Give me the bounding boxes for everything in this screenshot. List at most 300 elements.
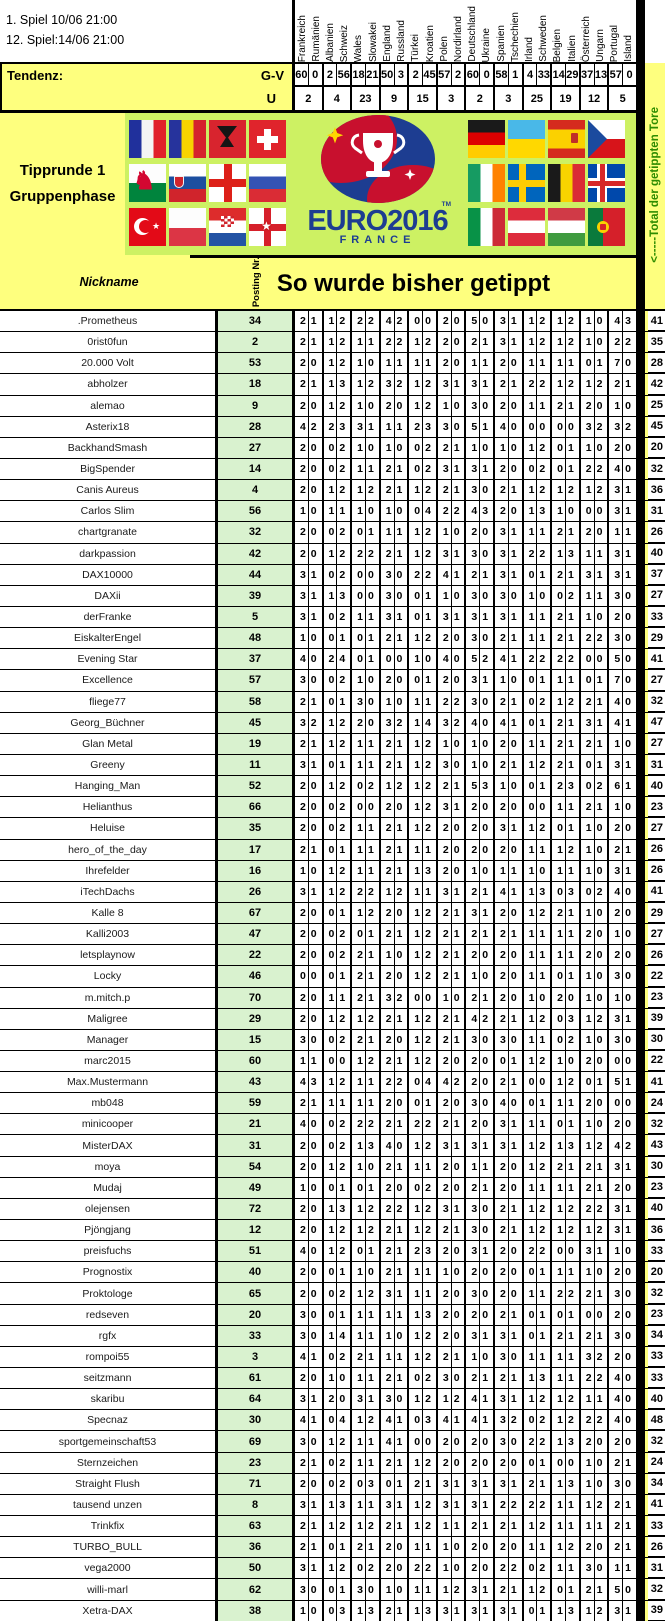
tip-home-cell[interactable]: 2 — [352, 1030, 366, 1050]
tip-home-cell[interactable]: 2 — [324, 417, 338, 437]
tip-away-cell[interactable]: 0 — [625, 1583, 631, 1596]
tip-away-cell[interactable]: 1 — [339, 505, 346, 518]
tip-home-cell[interactable]: 2 — [552, 1283, 566, 1303]
posting-number-cell[interactable]: 40 — [218, 1262, 295, 1282]
nickname-cell[interactable]: Kalli2003 — [0, 924, 218, 944]
tip-away-cell[interactable]: 2 — [339, 1520, 346, 1533]
tip-away-cell[interactable]: 2 — [425, 949, 431, 962]
posting-number-cell[interactable]: 69 — [218, 1431, 295, 1451]
total-cell[interactable]: 23 — [648, 988, 665, 1008]
tip-home-cell[interactable]: 2 — [295, 396, 309, 416]
tip-home-cell[interactable]: 0 — [352, 1474, 366, 1494]
tip-away-cell[interactable]: 1 — [367, 653, 374, 666]
tip-away-cell[interactable]: 0 — [310, 1139, 317, 1152]
tip-away-cell[interactable]: 0 — [510, 589, 517, 602]
tip-home-cell[interactable]: 2 — [381, 1199, 395, 1219]
tip-away-cell[interactable]: 1 — [510, 526, 517, 539]
tip-away-cell[interactable]: 1 — [510, 1054, 517, 1067]
tip-away-cell[interactable]: 0 — [625, 1329, 631, 1342]
tip-away-cell[interactable]: 1 — [396, 737, 403, 750]
tip-home-cell[interactable]: 4 — [381, 1410, 395, 1430]
tip-away-cell[interactable]: 1 — [482, 1583, 489, 1596]
tip-home-cell[interactable]: 2 — [524, 1495, 538, 1515]
tip-home-cell[interactable]: 1 — [581, 544, 595, 564]
tip-away-cell[interactable]: 2 — [396, 780, 403, 793]
tip-away-cell[interactable]: 1 — [510, 632, 517, 645]
tip-away-cell[interactable]: 2 — [425, 1562, 431, 1575]
tip-away-cell[interactable]: 0 — [453, 526, 460, 539]
tip-home-cell[interactable]: 2 — [295, 374, 309, 394]
tip-away-cell[interactable]: 0 — [482, 737, 489, 750]
tip-home-cell[interactable]: 1 — [495, 438, 509, 458]
tip-away-cell[interactable]: 0 — [625, 1477, 631, 1490]
tip-away-cell[interactable]: 1 — [568, 1266, 574, 1279]
tip-home-cell[interactable]: 0 — [409, 586, 423, 606]
tip-away-cell[interactable]: 2 — [568, 378, 574, 391]
tip-home-cell[interactable]: 2 — [524, 1431, 538, 1451]
tip-away-cell[interactable]: 0 — [625, 589, 631, 602]
tip-home-cell[interactable]: 1 — [524, 1368, 538, 1388]
tip-home-cell[interactable]: 4 — [295, 417, 309, 437]
tip-away-cell[interactable]: 0 — [539, 864, 546, 877]
tip-home-cell[interactable]: 2 — [409, 565, 423, 585]
tip-away-cell[interactable]: 1 — [396, 1308, 403, 1321]
tip-home-cell[interactable]: 0 — [352, 797, 366, 817]
tip-home-cell[interactable]: 1 — [352, 1157, 366, 1177]
total-cell[interactable]: 41 — [648, 311, 665, 331]
tip-home-cell[interactable]: 2 — [609, 1431, 623, 1451]
tip-home-cell[interactable]: 1 — [466, 1347, 480, 1367]
posting-number-cell[interactable]: 70 — [218, 988, 295, 1008]
tip-away-cell[interactable]: 1 — [310, 695, 317, 708]
tip-home-cell[interactable]: 1 — [438, 586, 452, 606]
posting-number-cell[interactable]: 56 — [218, 501, 295, 521]
tip-away-cell[interactable]: 2 — [453, 716, 460, 729]
tip-away-cell[interactable]: 0 — [510, 737, 517, 750]
tip-away-cell[interactable]: 2 — [339, 568, 346, 581]
tip-home-cell[interactable]: 0 — [552, 1579, 566, 1599]
tip-away-cell[interactable]: 0 — [310, 526, 317, 539]
tip-away-cell[interactable]: 2 — [339, 780, 346, 793]
tip-home-cell[interactable]: 2 — [352, 713, 366, 733]
tip-home-cell[interactable]: 3 — [581, 565, 595, 585]
tip-away-cell[interactable]: 0 — [310, 1604, 317, 1617]
tip-home-cell[interactable]: 2 — [495, 797, 509, 817]
tip-home-cell[interactable]: 3 — [295, 1326, 309, 1346]
posting-number-cell[interactable]: 50 — [218, 1558, 295, 1578]
tip-away-cell[interactable]: 1 — [539, 1287, 546, 1300]
tip-home-cell[interactable]: 1 — [409, 374, 423, 394]
tip-away-cell[interactable]: 1 — [367, 991, 374, 1004]
tip-home-cell[interactable]: 2 — [581, 1283, 595, 1303]
tip-home-cell[interactable]: 2 — [409, 417, 423, 437]
total-cell[interactable]: 23 — [648, 797, 665, 817]
total-cell[interactable]: 40 — [648, 1199, 665, 1219]
tip-home-cell[interactable]: 2 — [495, 353, 509, 373]
tip-away-cell[interactable]: 2 — [339, 336, 346, 349]
tip-away-cell[interactable]: 2 — [539, 1245, 546, 1258]
tip-home-cell[interactable]: 2 — [495, 1199, 509, 1219]
tip-home-cell[interactable]: 3 — [609, 480, 623, 500]
nickname-cell[interactable]: sportgemeinschaft53 — [0, 1431, 218, 1451]
tip-away-cell[interactable]: 1 — [425, 1541, 431, 1554]
tip-home-cell[interactable]: 1 — [524, 1516, 538, 1536]
tip-home-cell[interactable]: 5 — [466, 776, 480, 796]
tip-away-cell[interactable]: 0 — [510, 949, 517, 962]
nickname-cell[interactable]: 0rist0fun — [0, 332, 218, 352]
tip-home-cell[interactable]: 1 — [524, 501, 538, 521]
tip-away-cell[interactable]: 2 — [339, 928, 346, 941]
tip-away-cell[interactable]: 0 — [510, 970, 517, 983]
tip-home-cell[interactable]: 1 — [352, 1199, 366, 1219]
tip-away-cell[interactable]: 2 — [425, 1012, 431, 1025]
tip-home-cell[interactable]: 1 — [409, 1326, 423, 1346]
tip-home-cell[interactable]: 1 — [552, 1135, 566, 1155]
tip-away-cell[interactable]: 2 — [367, 1054, 374, 1067]
tip-away-cell[interactable]: 1 — [453, 907, 460, 919]
tip-home-cell[interactable]: 1 — [609, 797, 623, 817]
tip-away-cell[interactable]: 0 — [625, 1435, 631, 1448]
tip-away-cell[interactable]: 2 — [568, 1393, 574, 1406]
tip-home-cell[interactable]: 0 — [352, 924, 366, 944]
tip-home-cell[interactable]: 3 — [609, 1601, 623, 1621]
tip-away-cell[interactable]: 3 — [367, 1139, 374, 1152]
tip-home-cell[interactable]: 2 — [466, 332, 480, 352]
tip-away-cell[interactable]: 2 — [539, 1414, 546, 1427]
tip-away-cell[interactable]: 1 — [482, 463, 489, 476]
tip-home-cell[interactable]: 3 — [381, 1283, 395, 1303]
tip-home-cell[interactable]: 2 — [552, 755, 566, 775]
tip-away-cell[interactable]: 0 — [625, 822, 631, 835]
tip-away-cell[interactable]: 1 — [396, 864, 403, 877]
gv-away-cell[interactable]: 21 — [366, 68, 379, 81]
tip-home-cell[interactable]: 2 — [495, 1262, 509, 1282]
tip-away-cell[interactable]: 0 — [453, 1266, 460, 1279]
tip-away-cell[interactable]: 1 — [510, 1308, 517, 1321]
posting-number-cell[interactable]: 59 — [218, 1093, 295, 1113]
tip-away-cell[interactable]: 2 — [568, 1202, 574, 1215]
tip-away-cell[interactable]: 0 — [367, 695, 374, 708]
tip-away-cell[interactable]: 1 — [482, 1520, 489, 1533]
tip-away-cell[interactable]: 0 — [396, 568, 403, 581]
tip-home-cell[interactable]: 2 — [438, 776, 452, 796]
tip-away-cell[interactable]: 1 — [425, 1477, 431, 1490]
tip-away-cell[interactable]: 1 — [482, 674, 489, 687]
tip-home-cell[interactable]: 1 — [524, 1199, 538, 1219]
tip-away-cell[interactable]: 0 — [310, 1583, 317, 1596]
tip-away-cell[interactable]: 0 — [310, 1329, 317, 1342]
tip-home-cell[interactable]: 1 — [524, 628, 538, 648]
tip-home-cell[interactable]: 1 — [581, 1030, 595, 1050]
tip-home-cell[interactable]: 0 — [324, 522, 338, 542]
total-cell[interactable]: 32 — [648, 459, 665, 479]
tip-away-cell[interactable]: 2 — [425, 441, 431, 454]
tip-home-cell[interactable]: 1 — [352, 1305, 366, 1325]
tip-away-cell[interactable]: 1 — [568, 801, 574, 814]
tip-home-cell[interactable]: 1 — [324, 861, 338, 881]
tip-home-cell[interactable]: 0 — [581, 755, 595, 775]
tip-home-cell[interactable]: 1 — [581, 1474, 595, 1494]
tip-home-cell[interactable]: 1 — [581, 1114, 595, 1134]
tip-away-cell[interactable]: 0 — [453, 1308, 460, 1321]
tip-away-cell[interactable]: 0 — [596, 822, 603, 835]
tip-away-cell[interactable]: 1 — [482, 907, 489, 919]
total-cell[interactable]: 31 — [648, 755, 665, 775]
total-cell[interactable]: 34 — [648, 1474, 665, 1494]
tip-away-cell[interactable]: 1 — [596, 589, 603, 602]
tip-home-cell[interactable]: 1 — [409, 903, 423, 923]
tip-home-cell[interactable]: 1 — [524, 607, 538, 627]
tip-away-cell[interactable]: 2 — [396, 336, 403, 349]
tip-home-cell[interactable]: 4 — [495, 1093, 509, 1113]
tip-away-cell[interactable]: 2 — [339, 716, 346, 729]
tip-home-cell[interactable]: 2 — [552, 522, 566, 542]
tip-home-cell[interactable]: 1 — [409, 353, 423, 373]
tip-home-cell[interactable]: 1 — [295, 1178, 309, 1198]
nickname-cell[interactable]: TURBO_BULL — [0, 1537, 218, 1557]
tip-home-cell[interactable]: 3 — [609, 861, 623, 881]
total-cell[interactable]: 27 — [648, 818, 665, 838]
tip-away-cell[interactable]: 0 — [482, 1435, 489, 1448]
tip-home-cell[interactable]: 1 — [352, 1220, 366, 1240]
tip-home-cell[interactable]: 3 — [495, 332, 509, 352]
tip-home-cell[interactable]: 2 — [381, 840, 395, 860]
u-cell[interactable]: 25 — [524, 87, 553, 110]
tip-away-cell[interactable]: 3 — [482, 780, 489, 793]
tip-away-cell[interactable]: 1 — [425, 589, 431, 602]
tip-away-cell[interactable]: 2 — [453, 1393, 460, 1406]
posting-number-cell[interactable]: 32 — [218, 522, 295, 542]
tip-home-cell[interactable]: 1 — [352, 1410, 366, 1430]
tip-home-cell[interactable]: 3 — [581, 1241, 595, 1261]
nickname-cell[interactable]: skaribu — [0, 1389, 218, 1409]
tip-away-cell[interactable]: 0 — [510, 1160, 517, 1173]
tip-away-cell[interactable]: 1 — [367, 928, 374, 941]
tip-away-cell[interactable]: 1 — [367, 1435, 374, 1448]
tip-away-cell[interactable]: 1 — [568, 611, 574, 624]
total-cell[interactable]: 31 — [648, 1558, 665, 1578]
tip-away-cell[interactable]: 0 — [453, 843, 460, 856]
tip-home-cell[interactable]: 1 — [409, 1157, 423, 1177]
tip-home-cell[interactable]: 1 — [495, 776, 509, 796]
tip-away-cell[interactable]: 3 — [539, 505, 546, 518]
tip-home-cell[interactable]: 1 — [552, 945, 566, 965]
total-cell[interactable]: 22 — [648, 1051, 665, 1071]
tip-home-cell[interactable]: 1 — [552, 311, 566, 331]
gv-home-cell[interactable]: 60 — [466, 64, 480, 85]
tip-away-cell[interactable]: 1 — [568, 907, 574, 919]
tip-home-cell[interactable]: 2 — [581, 1178, 595, 1198]
tip-home-cell[interactable]: 1 — [581, 1453, 595, 1473]
tip-away-cell[interactable]: 0 — [453, 991, 460, 1004]
tip-away-cell[interactable]: 2 — [425, 632, 431, 645]
tip-home-cell[interactable]: 0 — [552, 586, 566, 606]
tip-home-cell[interactable]: 3 — [466, 1241, 480, 1261]
tip-away-cell[interactable]: 2 — [339, 547, 346, 560]
tip-away-cell[interactable]: 0 — [510, 780, 517, 793]
tip-home-cell[interactable]: 4 — [609, 882, 623, 902]
tip-home-cell[interactable]: 2 — [466, 945, 480, 965]
tip-home-cell[interactable]: 1 — [524, 1009, 538, 1029]
tip-away-cell[interactable]: 2 — [396, 716, 403, 729]
tip-home-cell[interactable]: 2 — [581, 1579, 595, 1599]
tip-home-cell[interactable]: 3 — [466, 1135, 480, 1155]
total-cell[interactable]: 27 — [648, 586, 665, 606]
tip-away-cell[interactable]: 0 — [510, 420, 517, 433]
tip-home-cell[interactable]: 1 — [495, 861, 509, 881]
tip-home-cell[interactable]: 1 — [324, 1326, 338, 1346]
tip-home-cell[interactable]: 2 — [438, 353, 452, 373]
tip-home-cell[interactable]: 2 — [295, 1516, 309, 1536]
tip-home-cell[interactable]: 2 — [609, 840, 623, 860]
tip-away-cell[interactable]: 1 — [310, 589, 317, 602]
tip-home-cell[interactable]: 2 — [381, 1516, 395, 1536]
tip-home-cell[interactable]: 2 — [438, 1157, 452, 1177]
tip-home-cell[interactable]: 2 — [438, 332, 452, 352]
tip-home-cell[interactable]: 3 — [381, 1389, 395, 1409]
tip-home-cell[interactable]: 1 — [466, 734, 480, 754]
tip-home-cell[interactable]: 1 — [524, 818, 538, 838]
tip-home-cell[interactable]: 0 — [581, 353, 595, 373]
tip-home-cell[interactable]: 2 — [352, 1537, 366, 1557]
tip-away-cell[interactable]: 1 — [510, 611, 517, 624]
tip-away-cell[interactable]: 2 — [596, 1350, 603, 1363]
tip-away-cell[interactable]: 3 — [425, 864, 431, 877]
tip-home-cell[interactable]: 1 — [352, 734, 366, 754]
tip-home-cell[interactable]: 0 — [324, 903, 338, 923]
tip-home-cell[interactable]: 1 — [409, 1537, 423, 1557]
tip-away-cell[interactable]: 1 — [625, 1012, 631, 1025]
tip-away-cell[interactable]: 0 — [310, 632, 317, 645]
tip-home-cell[interactable]: 1 — [324, 480, 338, 500]
tip-home-cell[interactable]: 5 — [609, 1579, 623, 1599]
posting-number-cell[interactable]: 2 — [218, 332, 295, 352]
nickname-cell[interactable]: Glan Metal — [0, 734, 218, 754]
tip-away-cell[interactable]: 1 — [453, 1139, 460, 1152]
tip-away-cell[interactable]: 0 — [367, 1160, 374, 1173]
total-cell[interactable]: 33 — [648, 607, 665, 627]
posting-number-cell[interactable]: 38 — [218, 1601, 295, 1621]
posting-number-cell[interactable]: 44 — [218, 565, 295, 585]
tip-home-cell[interactable]: 1 — [609, 522, 623, 542]
tip-away-cell[interactable]: 1 — [539, 780, 546, 793]
tip-away-cell[interactable]: 1 — [625, 1202, 631, 1215]
tip-away-cell[interactable]: 0 — [339, 1393, 346, 1406]
posting-number-cell[interactable]: 30 — [218, 1410, 295, 1430]
tip-home-cell[interactable]: 1 — [409, 1495, 423, 1515]
tip-home-cell[interactable]: 1 — [324, 1558, 338, 1578]
tip-home-cell[interactable]: 2 — [495, 1516, 509, 1536]
tip-home-cell[interactable]: 4 — [495, 882, 509, 902]
posting-number-cell[interactable]: 53 — [218, 353, 295, 373]
total-cell[interactable]: 41 — [648, 1072, 665, 1092]
tip-home-cell[interactable]: 2 — [609, 374, 623, 394]
tip-home-cell[interactable]: 2 — [495, 1579, 509, 1599]
posting-number-cell[interactable]: 45 — [218, 713, 295, 733]
tip-home-cell[interactable]: 3 — [466, 1474, 480, 1494]
tip-away-cell[interactable]: 0 — [596, 653, 603, 666]
tip-home-cell[interactable]: 2 — [524, 544, 538, 564]
tip-away-cell[interactable]: 2 — [539, 907, 546, 919]
tip-home-cell[interactable]: 2 — [438, 945, 452, 965]
tip-away-cell[interactable]: 0 — [367, 505, 374, 518]
tip-home-cell[interactable]: 2 — [409, 1114, 423, 1134]
tip-away-cell[interactable]: 2 — [425, 1372, 431, 1385]
tip-away-cell[interactable]: 1 — [510, 1224, 517, 1237]
tip-home-cell[interactable]: 1 — [524, 755, 538, 775]
tip-home-cell[interactable]: 1 — [524, 1347, 538, 1367]
tip-away-cell[interactable]: 0 — [453, 864, 460, 877]
tip-home-cell[interactable]: 2 — [438, 861, 452, 881]
tip-home-cell[interactable]: 1 — [609, 734, 623, 754]
nickname-cell[interactable]: rompoi55 — [0, 1347, 218, 1367]
tip-home-cell[interactable]: 2 — [495, 1305, 509, 1325]
tip-home-cell[interactable]: 0 — [495, 1051, 509, 1071]
tip-away-cell[interactable]: 1 — [568, 1097, 574, 1110]
tip-away-cell[interactable]: 1 — [596, 547, 603, 560]
tip-away-cell[interactable]: 1 — [425, 1287, 431, 1300]
tip-home-cell[interactable]: 1 — [552, 1495, 566, 1515]
tip-home-cell[interactable]: 2 — [495, 1537, 509, 1557]
tip-home-cell[interactable]: 0 — [609, 1051, 623, 1071]
tip-away-cell[interactable]: 2 — [425, 928, 431, 941]
tip-home-cell[interactable]: 0 — [324, 755, 338, 775]
total-cell[interactable]: 29 — [648, 628, 665, 648]
tip-home-cell[interactable]: 0 — [409, 1368, 423, 1388]
tip-away-cell[interactable]: 0 — [482, 315, 489, 328]
tip-home-cell[interactable]: 1 — [381, 882, 395, 902]
tip-home-cell[interactable]: 1 — [466, 861, 480, 881]
tip-away-cell[interactable]: 0 — [510, 441, 517, 454]
nickname-cell[interactable]: seitzmann — [0, 1368, 218, 1388]
tip-home-cell[interactable]: 2 — [552, 988, 566, 1008]
tip-home-cell[interactable]: 1 — [552, 692, 566, 712]
tip-away-cell[interactable]: 2 — [510, 1562, 517, 1575]
tip-home-cell[interactable]: 4 — [466, 1009, 480, 1029]
tip-away-cell[interactable]: 2 — [539, 463, 546, 476]
nickname-cell[interactable]: Max.Mustermann — [0, 1072, 218, 1092]
tip-home-cell[interactable]: 1 — [409, 924, 423, 944]
tip-away-cell[interactable]: 2 — [568, 653, 574, 666]
total-cell[interactable]: 20 — [648, 1262, 665, 1282]
tip-home-cell[interactable]: 1 — [381, 776, 395, 796]
tip-home-cell[interactable]: 0 — [324, 1305, 338, 1325]
nickname-cell[interactable]: preisfuchs — [0, 1241, 218, 1261]
tip-home-cell[interactable]: 0 — [324, 692, 338, 712]
tip-away-cell[interactable]: 1 — [482, 1414, 489, 1427]
tip-away-cell[interactable]: 2 — [367, 780, 374, 793]
tip-home-cell[interactable]: 2 — [552, 903, 566, 923]
tip-home-cell[interactable]: 3 — [495, 1135, 509, 1155]
tip-away-cell[interactable]: 1 — [367, 336, 374, 349]
tip-away-cell[interactable]: 2 — [339, 441, 346, 454]
gv-away-cell[interactable]: 1 — [512, 68, 519, 81]
tip-home-cell[interactable]: 1 — [409, 818, 423, 838]
tip-away-cell[interactable]: 1 — [453, 1498, 460, 1511]
u-cell[interactable]: 23 — [352, 87, 381, 110]
tip-away-cell[interactable]: 1 — [425, 1097, 431, 1110]
tip-away-cell[interactable]: 1 — [396, 1012, 403, 1025]
total-cell[interactable]: 33 — [648, 1368, 665, 1388]
tip-away-cell[interactable]: 2 — [568, 1287, 574, 1300]
tip-home-cell[interactable]: 3 — [466, 459, 480, 479]
tip-home-cell[interactable]: 2 — [466, 1305, 480, 1325]
tip-away-cell[interactable]: 0 — [453, 653, 460, 666]
tip-home-cell[interactable]: 1 — [324, 1516, 338, 1536]
gv-home-cell[interactable]: 14 — [552, 64, 566, 85]
tip-home-cell[interactable]: 1 — [438, 1262, 452, 1282]
tip-away-cell[interactable]: 0 — [396, 1139, 403, 1152]
